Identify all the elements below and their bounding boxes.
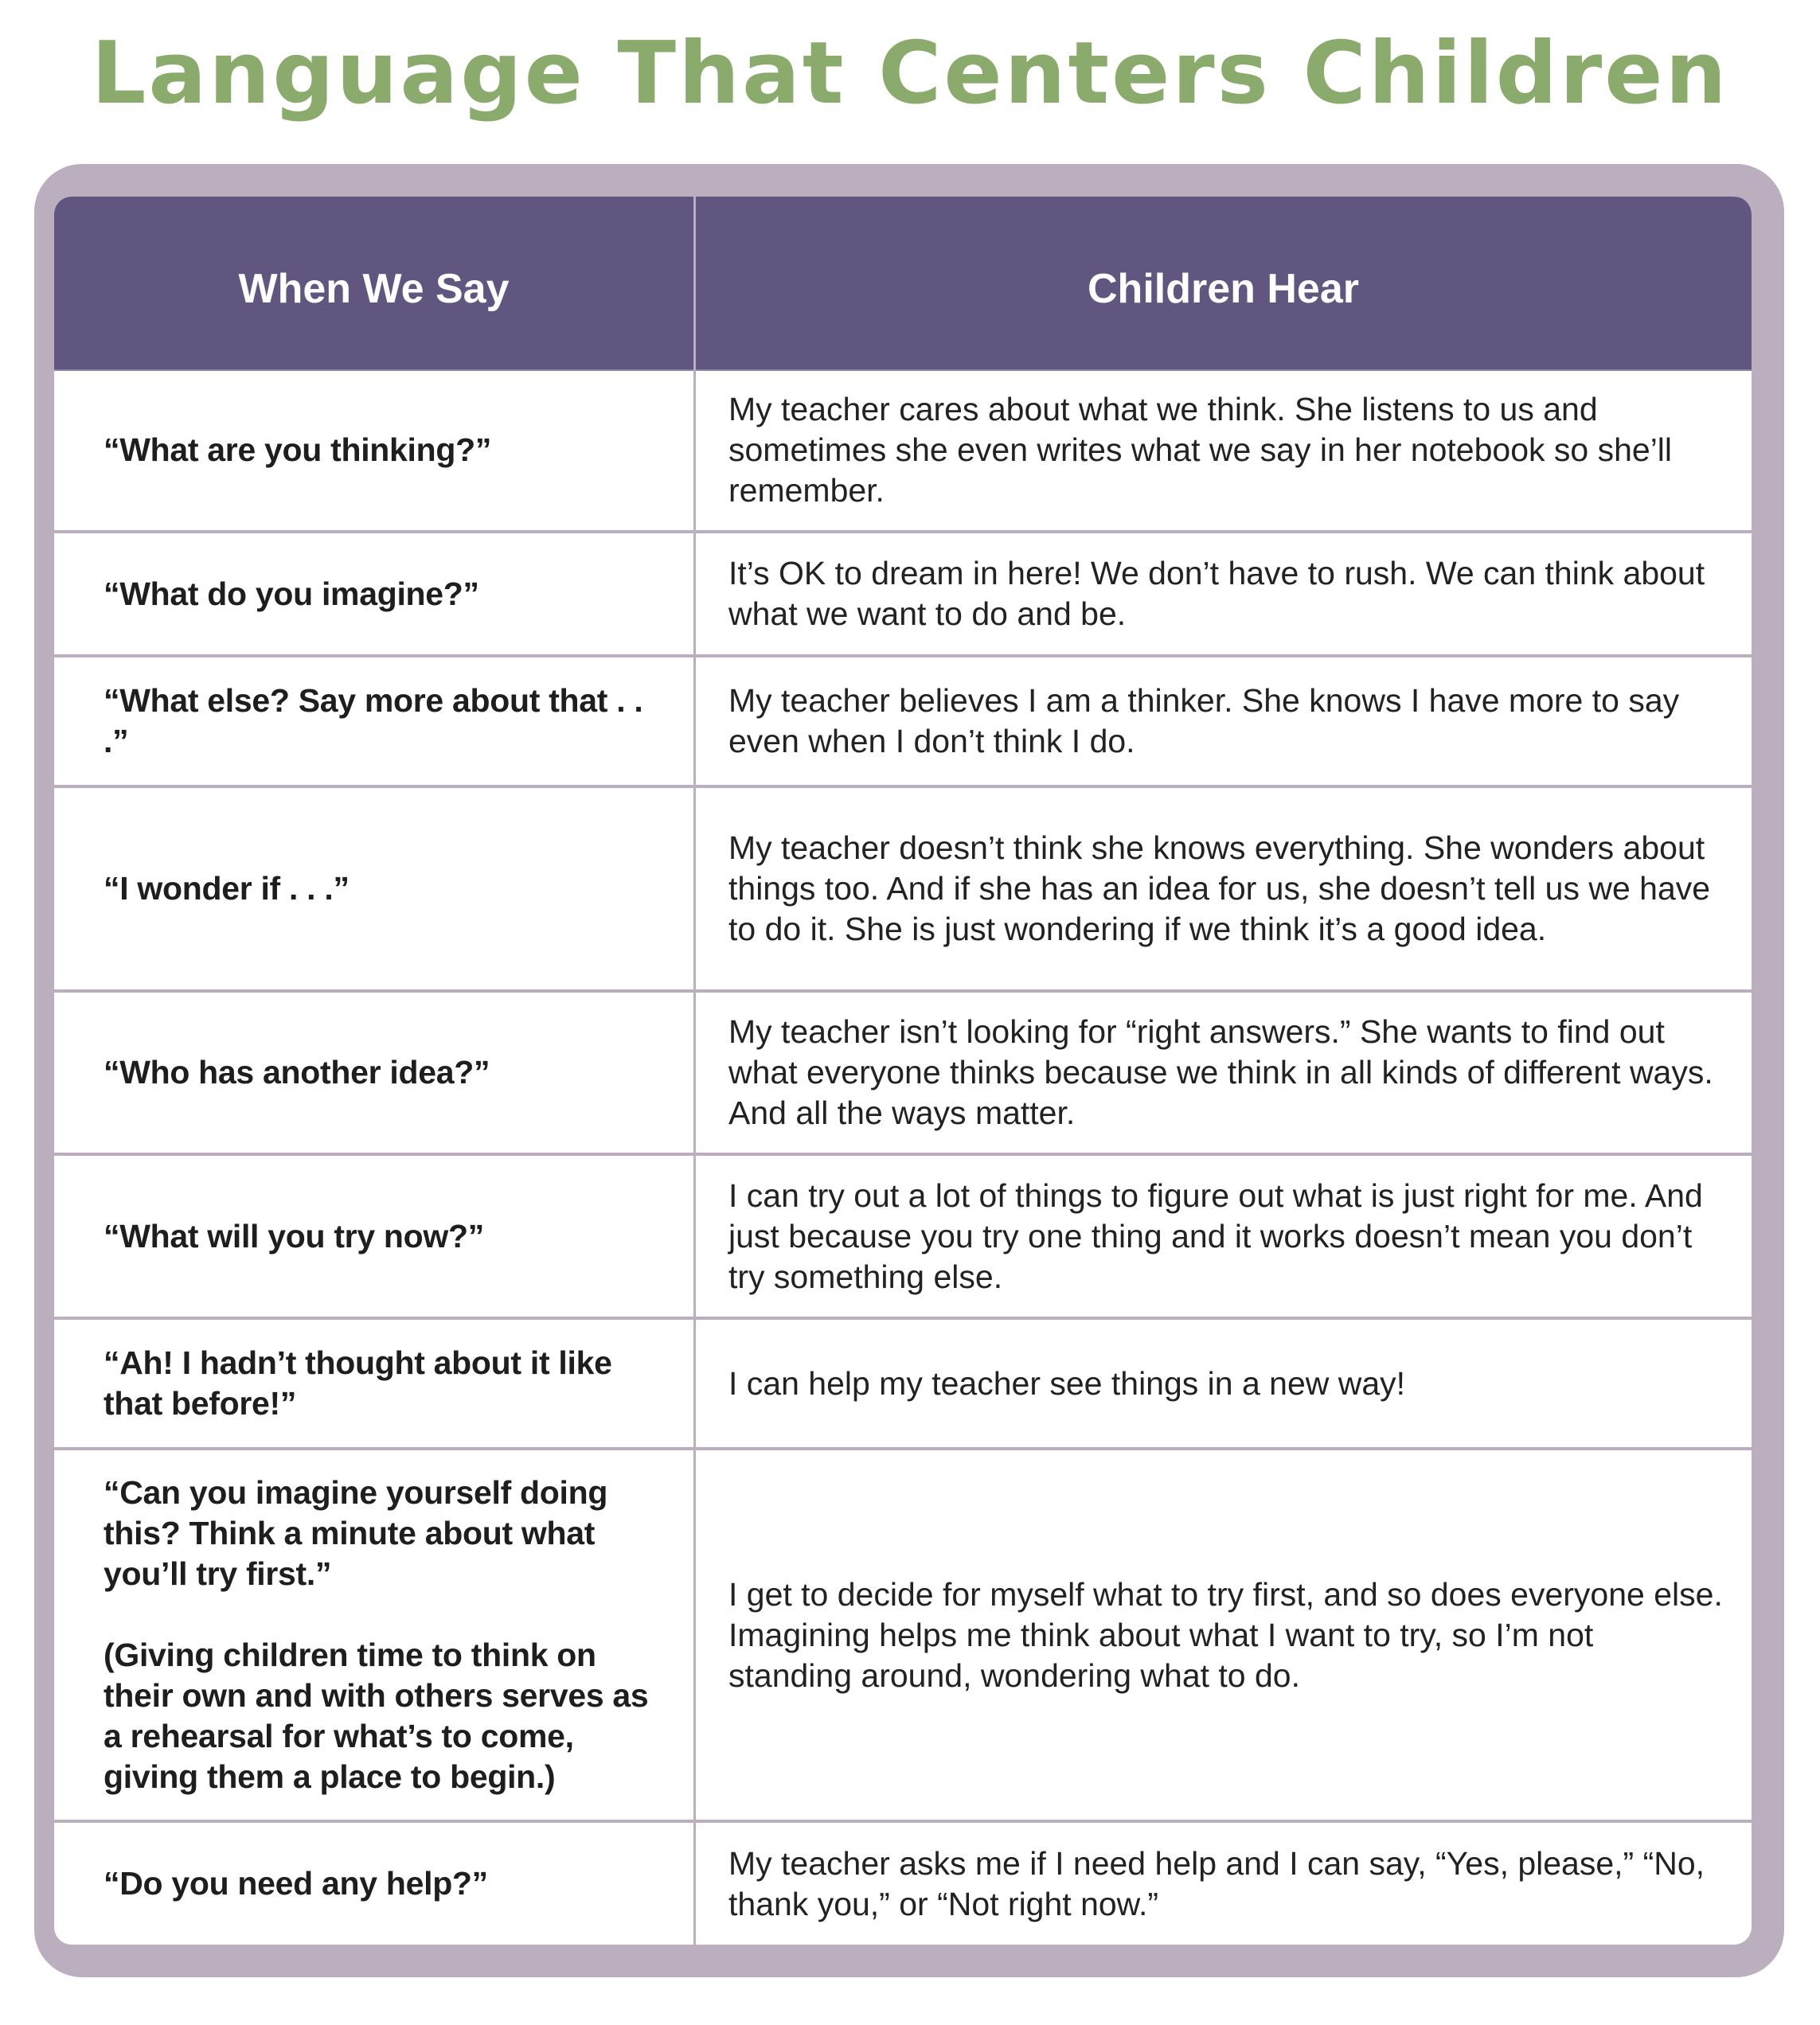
children-hear-cell: I can help my teacher see things in a new way! [728, 1364, 1406, 1402]
table-row [54, 1823, 1752, 1945]
when-we-say-cell [103, 1156, 661, 1317]
table-row [54, 1320, 1752, 1450]
phrase: “What else? Say more about that . . .” [103, 682, 643, 759]
when-we-say-cell [103, 788, 661, 989]
when-we-say-cell [103, 369, 661, 530]
table-header [54, 197, 1752, 371]
header-when-we-say: When We Say [238, 265, 510, 312]
phrase: “Do you need any help?” [103, 1865, 488, 1902]
children-hear-cell: My teacher believes I am a thinker. She knows I have more to say even when I don’t think I do. [728, 682, 1680, 759]
header-children-hear: Children Hear [1088, 265, 1359, 312]
children-hear-cell: My teacher doesn’t think she knows everything. She wonders about things too. And if she has an idea for us, she doesn’t tell us we have to do it. She is just wondering if we think it’s a good idea. [728, 829, 1711, 947]
when-we-say-cell [103, 657, 661, 785]
table-row [54, 369, 1752, 533]
children-hear-cell: It’s OK to dream in here! We don’t have to rush. We can think about what we want to do and be. [728, 555, 1705, 632]
phrase: “What will you try now?” [103, 1217, 484, 1254]
when-we-say-cell [103, 993, 661, 1153]
phrase: “Can you imagine yourself doing this? Think a minute about what you’ll try first.” [103, 1474, 608, 1592]
when-we-say-cell [103, 1450, 661, 1820]
children-hear-cell: My teacher asks me if I need help and I can say, “Yes, please,” “No, thank you,” or “Not right now.” [728, 1844, 1705, 1922]
children-hear-cell: My teacher isn’t looking for “right answers.” She wants to find out what everyone thinks because we think in all kinds of different ways. And all the ways matter. [728, 1013, 1713, 1131]
when-we-say-cell [103, 533, 661, 654]
phrase: “Ah! I hadn’t thought about it like that before!” [103, 1344, 612, 1422]
phrase: “What are you thinking?” [103, 431, 492, 468]
children-hear-cell: I get to decide for myself what to try first, and so does everyone else. Imagining helps me think about what I want to try, so I’m not standing around, wondering what to do. [728, 1575, 1723, 1694]
language-table [54, 197, 1752, 1945]
phrase-note: (Giving children time to think on their own and with others serves as a rehearsal for what’s to come, giving them a place to begin.) [103, 1637, 649, 1795]
phrase: “Who has another idea?” [103, 1054, 490, 1091]
table-row [54, 788, 1752, 993]
table-row [54, 533, 1752, 657]
when-we-say-cell [103, 1320, 661, 1447]
table-row [54, 657, 1752, 788]
when-we-say-cell [103, 1823, 661, 1945]
phrase: “I wonder if . . .” [103, 870, 350, 907]
children-hear-cell: I can try out a lot of things to figure out what is just right for me. And just because you try one thing and it works doesn’t mean you don’t try something else. [728, 1176, 1703, 1295]
table-row [54, 993, 1752, 1156]
page-title: Language That Centers Children [91, 24, 1729, 123]
children-hear-cell: My teacher cares about what we think. She listens to us and sometimes she even writes what we say in her notebook so she’ll remember. [728, 390, 1673, 509]
table-row [54, 1450, 1752, 1823]
table-row [54, 1156, 1752, 1320]
phrase: “What do you imagine?” [103, 575, 479, 612]
